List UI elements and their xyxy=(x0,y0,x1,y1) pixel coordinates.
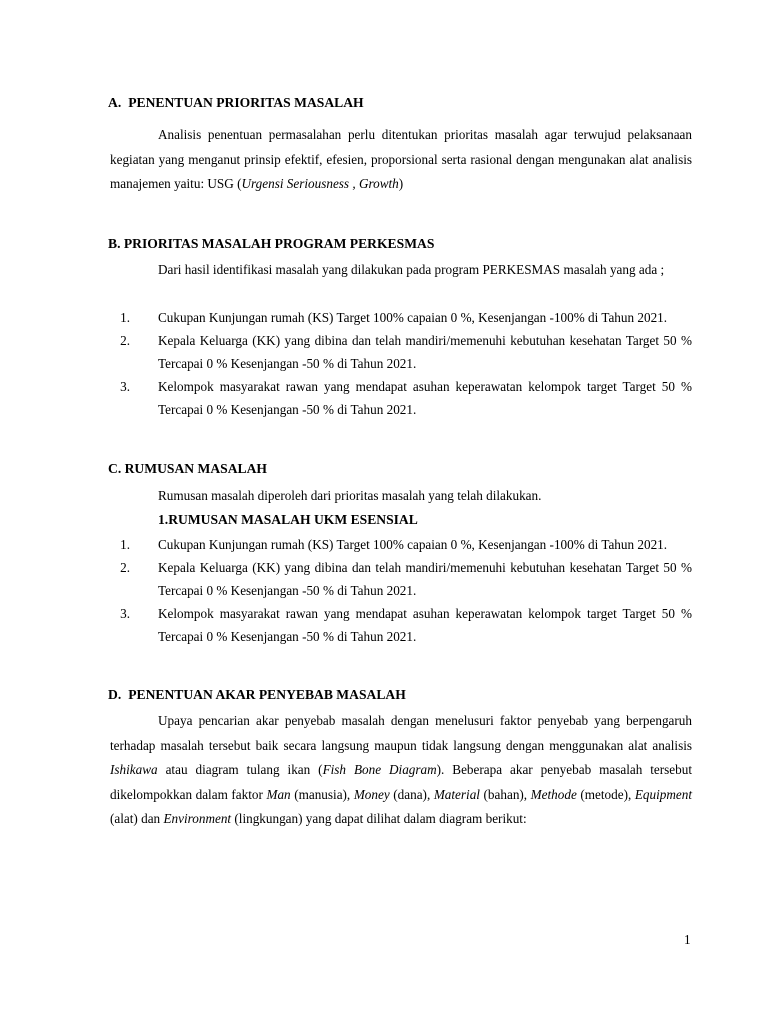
section-d-heading xyxy=(108,687,406,703)
section-c-intro: Rumusan masalah diperoleh dari prioritas masalah yang telah dilakukan. xyxy=(158,488,542,503)
section-b-list xyxy=(120,306,692,421)
section-d-label: D. xyxy=(108,687,122,702)
section-a-italic: Urgensi Seriousness , Growth xyxy=(241,176,399,191)
list-item: 1. Cukupan Kunjungan rumah (KS) Target 100% capaian 0 %, Kesenjangan -100% di Tahun 2021. xyxy=(120,537,668,552)
section-a-text-end: ) xyxy=(398,176,404,191)
section-d-title: PENENTUAN AKAR PENYEBAB MASALAH xyxy=(128,687,406,702)
page-number: 1 xyxy=(684,932,691,947)
section-c-list xyxy=(120,533,692,648)
section-a-heading xyxy=(108,95,364,111)
list-item: 2. Kepala Keluarga (KK) yang dibina dan telah mandiri/memenuhi kebutuhan kesehatan Target 50 % Tercapai 0 % Kesenjangan -50 % di Tahun 2021. xyxy=(120,560,692,598)
list-item: 2. Kepala Keluarga (KK) yang dibina dan telah mandiri/memenuhi kebutuhan kesehatan Target 50 % Tercapai 0 % Kesenjangan -50 % di Tahun 2021. xyxy=(120,333,692,371)
section-a-label: A. xyxy=(108,95,122,110)
section-d-paragraph: Upaya pencarian akar penyebab masalah dengan menelusuri faktor penyebab yang berpengaruh terhadap masalah tersebut baik secara langsung maupun tidak langsung dengan menggunakan alat analisis Ishikawa atau diagram tulang ikan (Fish Bone Diagram). Beberapa akar penyebab masalah tersebut dikelompokkan dalam faktor Man (manusia), Money (dana), Material (bahan), Methode (metode), Equipment (alat) dan Environment (lingkungan) yang dapat dilihat dalam diagram berikut: xyxy=(110,713,693,826)
section-c-subheading: 1.RUMUSAN MASALAH UKM ESENSIAL xyxy=(158,512,418,527)
section-b-intro: Dari hasil identifikasi masalah yang dilakukan pada program PERKESMAS masalah yang ada ; xyxy=(158,262,665,277)
section-c-heading: C. RUMUSAN MASALAH xyxy=(108,461,267,476)
section-a-text: Analisis penentuan permasalahan perlu ditentukan prioritas masalah agar terwujud pelaksanaan kegiatan yang menganut prinsip efektif, efesien, proporsional serta rasional dengan mengunakan alat analisis manajemen yaitu: USG ( xyxy=(110,127,692,191)
section-b-heading: B. PRIORITAS MASALAH PROGRAM PERKESMAS xyxy=(108,236,435,251)
list-item: 1. Cukupan Kunjungan rumah (KS) Target 100% capaian 0 %, Kesenjangan -100% di Tahun 2021. xyxy=(120,310,668,325)
section-a-paragraph xyxy=(110,123,692,197)
list-item: 3. Kelompok masyarakat rawan yang mendapat asuhan keperawatan kelompok target Target 50 % Tercapai 0 % Kesenjangan -50 % di Tahun 2021. xyxy=(120,606,692,644)
section-a-title: PENENTUAN PRIORITAS MASALAH xyxy=(128,95,364,110)
list-item: 3. Kelompok masyarakat rawan yang mendapat asuhan keperawatan kelompok target Target 50 % Tercapai 0 % Kesenjangan -50 % di Tahun 2021. xyxy=(120,379,692,417)
